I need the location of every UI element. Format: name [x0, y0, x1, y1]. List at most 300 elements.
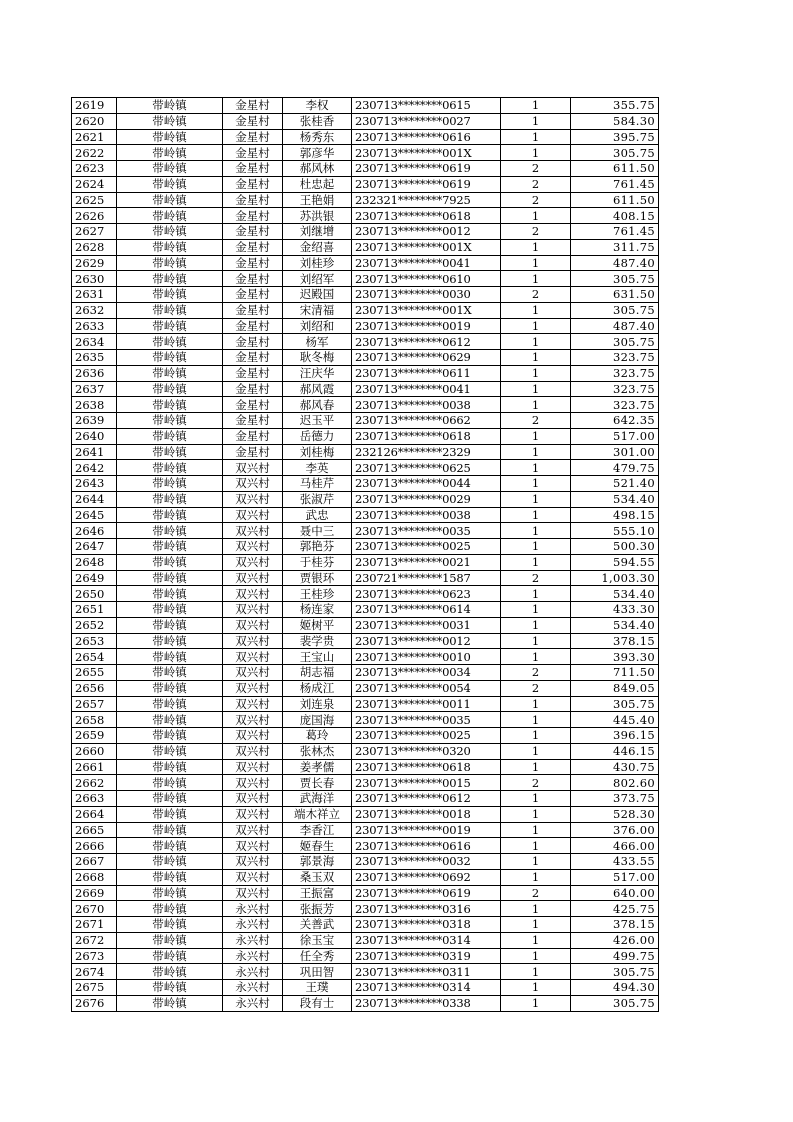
- id-number-cell: 230713********0012: [352, 224, 501, 240]
- row-number-cell: 2668: [72, 869, 117, 885]
- amount-cell: 445.40: [571, 712, 659, 728]
- id-number-cell: 230713********0662: [352, 413, 501, 429]
- village-cell: 双兴村: [223, 665, 283, 681]
- amount-cell: 555.10: [571, 523, 659, 539]
- row-number-cell: 2644: [72, 491, 117, 507]
- row-number-cell: 2659: [72, 728, 117, 744]
- village-cell: 双兴村: [223, 806, 283, 822]
- person-name-cell: 刘绍和: [283, 318, 352, 334]
- row-number-cell: 2655: [72, 665, 117, 681]
- table-row: [72, 712, 659, 728]
- row-number-cell: 2622: [72, 145, 117, 161]
- person-name-cell: 贾银环: [283, 570, 352, 586]
- table-row: [72, 854, 659, 870]
- amount-cell: 373.75: [571, 791, 659, 807]
- amount-cell: 426.00: [571, 932, 659, 948]
- amount-cell: 487.40: [571, 255, 659, 271]
- amount-cell: 305.75: [571, 302, 659, 318]
- person-name-cell: 金绍喜: [283, 239, 352, 255]
- household-count-cell: 1: [501, 113, 571, 129]
- row-number-cell: 2654: [72, 649, 117, 665]
- person-name-cell: 端木祥立: [283, 806, 352, 822]
- table-row: [72, 633, 659, 649]
- table-row: [72, 728, 659, 744]
- person-name-cell: 徐玉宝: [283, 932, 352, 948]
- village-cell: 金星村: [223, 271, 283, 287]
- table-row: [72, 901, 659, 917]
- id-number-cell: 230713********0031: [352, 617, 501, 633]
- person-name-cell: 庞国海: [283, 712, 352, 728]
- row-number-cell: 2625: [72, 192, 117, 208]
- town-cell: 带岭镇: [117, 602, 223, 618]
- household-count-cell: 1: [501, 539, 571, 555]
- row-number-cell: 2666: [72, 838, 117, 854]
- village-cell: 永兴村: [223, 995, 283, 1011]
- amount-cell: 311.75: [571, 239, 659, 255]
- amount-cell: 584.30: [571, 113, 659, 129]
- amount-cell: 376.00: [571, 822, 659, 838]
- person-name-cell: 王桂珍: [283, 586, 352, 602]
- id-number-cell: 230713********0032: [352, 854, 501, 870]
- town-cell: 带岭镇: [117, 460, 223, 476]
- town-cell: 带岭镇: [117, 665, 223, 681]
- id-number-cell: 230713********0011: [352, 696, 501, 712]
- id-number-cell: 230713********001X: [352, 302, 501, 318]
- amount-cell: 761.45: [571, 176, 659, 192]
- table-row: [72, 318, 659, 334]
- village-cell: 双兴村: [223, 759, 283, 775]
- village-cell: 金星村: [223, 255, 283, 271]
- amount-cell: 305.75: [571, 696, 659, 712]
- table-row: [72, 271, 659, 287]
- person-name-cell: 贾长春: [283, 775, 352, 791]
- household-count-cell: 2: [501, 570, 571, 586]
- amount-cell: 498.15: [571, 507, 659, 523]
- row-number-cell: 2636: [72, 365, 117, 381]
- household-count-cell: 1: [501, 932, 571, 948]
- row-number-cell: 2656: [72, 680, 117, 696]
- table-row: [72, 948, 659, 964]
- household-count-cell: 1: [501, 743, 571, 759]
- town-cell: 带岭镇: [117, 775, 223, 791]
- village-cell: 双兴村: [223, 838, 283, 854]
- table-row: [72, 696, 659, 712]
- row-number-cell: 2631: [72, 287, 117, 303]
- village-cell: 金星村: [223, 334, 283, 350]
- household-count-cell: 1: [501, 728, 571, 744]
- id-number-cell: 230713********0619: [352, 176, 501, 192]
- table-row: [72, 476, 659, 492]
- village-cell: 永兴村: [223, 980, 283, 996]
- town-cell: 带岭镇: [117, 633, 223, 649]
- village-cell: 金星村: [223, 381, 283, 397]
- village-cell: 双兴村: [223, 633, 283, 649]
- table-row: [72, 680, 659, 696]
- household-count-cell: 1: [501, 586, 571, 602]
- person-name-cell: 王宝山: [283, 649, 352, 665]
- village-cell: 金星村: [223, 161, 283, 177]
- household-count-cell: 1: [501, 995, 571, 1011]
- id-number-cell: 230713********0619: [352, 161, 501, 177]
- amount-cell: 499.75: [571, 948, 659, 964]
- household-count-cell: 2: [501, 161, 571, 177]
- person-name-cell: 郝风春: [283, 397, 352, 413]
- household-count-cell: 1: [501, 365, 571, 381]
- town-cell: 带岭镇: [117, 318, 223, 334]
- amount-cell: 1,003.30: [571, 570, 659, 586]
- amount-cell: 396.15: [571, 728, 659, 744]
- household-count-cell: 1: [501, 917, 571, 933]
- person-name-cell: 武忠: [283, 507, 352, 523]
- village-cell: 双兴村: [223, 680, 283, 696]
- row-number-cell: 2650: [72, 586, 117, 602]
- table-row: [72, 885, 659, 901]
- row-number-cell: 2621: [72, 129, 117, 145]
- village-cell: 双兴村: [223, 586, 283, 602]
- amount-cell: 521.40: [571, 476, 659, 492]
- amount-cell: 430.75: [571, 759, 659, 775]
- table-row: [72, 539, 659, 555]
- table-row: [72, 932, 659, 948]
- town-cell: 带岭镇: [117, 649, 223, 665]
- row-number-cell: 2672: [72, 932, 117, 948]
- amount-cell: 466.00: [571, 838, 659, 854]
- village-cell: 永兴村: [223, 964, 283, 980]
- table-row: [72, 444, 659, 460]
- row-number-cell: 2647: [72, 539, 117, 555]
- id-number-cell: 230713********0027: [352, 113, 501, 129]
- village-cell: 双兴村: [223, 791, 283, 807]
- household-count-cell: 1: [501, 869, 571, 885]
- household-count-cell: 1: [501, 602, 571, 618]
- amount-cell: 534.40: [571, 586, 659, 602]
- village-cell: 金星村: [223, 224, 283, 240]
- roster-table: [71, 97, 659, 1012]
- person-name-cell: 杨军: [283, 334, 352, 350]
- table-row: [72, 743, 659, 759]
- village-cell: 双兴村: [223, 617, 283, 633]
- person-name-cell: 刘绍军: [283, 271, 352, 287]
- household-count-cell: 1: [501, 507, 571, 523]
- village-cell: 双兴村: [223, 743, 283, 759]
- amount-cell: 305.75: [571, 334, 659, 350]
- table-row: [72, 334, 659, 350]
- row-number-cell: 2642: [72, 460, 117, 476]
- village-cell: 双兴村: [223, 649, 283, 665]
- amount-cell: 323.75: [571, 397, 659, 413]
- table-row: [72, 775, 659, 791]
- table-row: [72, 129, 659, 145]
- amount-cell: 393.30: [571, 649, 659, 665]
- amount-cell: 761.45: [571, 224, 659, 240]
- table-row: [72, 224, 659, 240]
- village-cell: 金星村: [223, 145, 283, 161]
- village-cell: 双兴村: [223, 885, 283, 901]
- id-number-cell: 230713********001X: [352, 239, 501, 255]
- row-number-cell: 2652: [72, 617, 117, 633]
- person-name-cell: 刘桂珍: [283, 255, 352, 271]
- table-row: [72, 460, 659, 476]
- household-count-cell: 2: [501, 680, 571, 696]
- row-number-cell: 2643: [72, 476, 117, 492]
- table-row: [72, 507, 659, 523]
- table-row: [72, 617, 659, 633]
- table-row: [72, 397, 659, 413]
- village-cell: 金星村: [223, 302, 283, 318]
- village-cell: 金星村: [223, 208, 283, 224]
- village-cell: 双兴村: [223, 491, 283, 507]
- id-number-cell: 230713********0618: [352, 428, 501, 444]
- village-cell: 金星村: [223, 365, 283, 381]
- amount-cell: 305.75: [571, 145, 659, 161]
- amount-cell: 611.50: [571, 192, 659, 208]
- amount-cell: 355.75: [571, 98, 659, 114]
- town-cell: 带岭镇: [117, 728, 223, 744]
- household-count-cell: 1: [501, 901, 571, 917]
- id-number-cell: 230713********0316: [352, 901, 501, 917]
- person-name-cell: 迟殿国: [283, 287, 352, 303]
- id-number-cell: 230713********0021: [352, 554, 501, 570]
- town-cell: 带岭镇: [117, 444, 223, 460]
- town-cell: 带岭镇: [117, 208, 223, 224]
- person-name-cell: 刘桂梅: [283, 444, 352, 460]
- table-row: [72, 381, 659, 397]
- row-number-cell: 2645: [72, 507, 117, 523]
- person-name-cell: 张桂香: [283, 113, 352, 129]
- town-cell: 带岭镇: [117, 334, 223, 350]
- town-cell: 带岭镇: [117, 539, 223, 555]
- amount-cell: 446.15: [571, 743, 659, 759]
- id-number-cell: 230713********0692: [352, 869, 501, 885]
- village-cell: 双兴村: [223, 570, 283, 586]
- town-cell: 带岭镇: [117, 680, 223, 696]
- household-count-cell: 1: [501, 255, 571, 271]
- row-number-cell: 2658: [72, 712, 117, 728]
- household-count-cell: 1: [501, 129, 571, 145]
- id-number-cell: 230713********0614: [352, 602, 501, 618]
- village-cell: 双兴村: [223, 869, 283, 885]
- row-number-cell: 2629: [72, 255, 117, 271]
- village-cell: 金星村: [223, 444, 283, 460]
- table-row: [72, 806, 659, 822]
- village-cell: 金星村: [223, 113, 283, 129]
- household-count-cell: 1: [501, 854, 571, 870]
- person-name-cell: 张振芳: [283, 901, 352, 917]
- row-number-cell: 2628: [72, 239, 117, 255]
- household-count-cell: 1: [501, 334, 571, 350]
- person-name-cell: 宋清福: [283, 302, 352, 318]
- table-row: [72, 161, 659, 177]
- village-cell: 永兴村: [223, 917, 283, 933]
- town-cell: 带岭镇: [117, 917, 223, 933]
- town-cell: 带岭镇: [117, 822, 223, 838]
- village-cell: 双兴村: [223, 696, 283, 712]
- household-count-cell: 2: [501, 176, 571, 192]
- table-row: [72, 917, 659, 933]
- row-number-cell: 2619: [72, 98, 117, 114]
- village-cell: 金星村: [223, 413, 283, 429]
- id-number-cell: 230713********0035: [352, 523, 501, 539]
- town-cell: 带岭镇: [117, 869, 223, 885]
- village-cell: 双兴村: [223, 775, 283, 791]
- amount-cell: 528.30: [571, 806, 659, 822]
- id-number-cell: 230713********0025: [352, 728, 501, 744]
- village-cell: 永兴村: [223, 932, 283, 948]
- table-row: [72, 428, 659, 444]
- household-count-cell: 1: [501, 554, 571, 570]
- person-name-cell: 郝风林: [283, 161, 352, 177]
- amount-cell: 534.40: [571, 617, 659, 633]
- table-row: [72, 287, 659, 303]
- person-name-cell: 李香江: [283, 822, 352, 838]
- town-cell: 带岭镇: [117, 145, 223, 161]
- household-count-cell: 1: [501, 302, 571, 318]
- amount-cell: 494.30: [571, 980, 659, 996]
- town-cell: 带岭镇: [117, 129, 223, 145]
- town-cell: 带岭镇: [117, 239, 223, 255]
- household-count-cell: 1: [501, 350, 571, 366]
- town-cell: 带岭镇: [117, 806, 223, 822]
- amount-cell: 378.15: [571, 917, 659, 933]
- town-cell: 带岭镇: [117, 617, 223, 633]
- household-count-cell: 1: [501, 98, 571, 114]
- id-number-cell: 230713********0038: [352, 397, 501, 413]
- person-name-cell: 迟玉平: [283, 413, 352, 429]
- town-cell: 带岭镇: [117, 192, 223, 208]
- household-count-cell: 1: [501, 208, 571, 224]
- town-cell: 带岭镇: [117, 743, 223, 759]
- household-count-cell: 1: [501, 633, 571, 649]
- id-number-cell: 230713********0320: [352, 743, 501, 759]
- person-name-cell: 姜孝儒: [283, 759, 352, 775]
- town-cell: 带岭镇: [117, 113, 223, 129]
- household-count-cell: 1: [501, 696, 571, 712]
- row-number-cell: 2665: [72, 822, 117, 838]
- id-number-cell: 230713********001X: [352, 145, 501, 161]
- amount-cell: 631.50: [571, 287, 659, 303]
- household-count-cell: 2: [501, 885, 571, 901]
- amount-cell: 594.55: [571, 554, 659, 570]
- household-count-cell: 1: [501, 491, 571, 507]
- row-number-cell: 2664: [72, 806, 117, 822]
- row-number-cell: 2660: [72, 743, 117, 759]
- row-number-cell: 2640: [72, 428, 117, 444]
- table-row: [72, 649, 659, 665]
- village-cell: 双兴村: [223, 539, 283, 555]
- amount-cell: 433.30: [571, 602, 659, 618]
- village-cell: 金星村: [223, 192, 283, 208]
- id-number-cell: 230713********0625: [352, 460, 501, 476]
- id-number-cell: 230713********0034: [352, 665, 501, 681]
- town-cell: 带岭镇: [117, 838, 223, 854]
- id-number-cell: 230713********0029: [352, 491, 501, 507]
- person-name-cell: 葛玲: [283, 728, 352, 744]
- id-number-cell: 230713********0319: [352, 948, 501, 964]
- id-number-cell: 230713********0314: [352, 980, 501, 996]
- household-count-cell: 1: [501, 806, 571, 822]
- person-name-cell: 巩田智: [283, 964, 352, 980]
- household-count-cell: 1: [501, 980, 571, 996]
- town-cell: 带岭镇: [117, 995, 223, 1011]
- village-cell: 双兴村: [223, 602, 283, 618]
- id-number-cell: 230713********0035: [352, 712, 501, 728]
- table-row: [72, 822, 659, 838]
- table-row: [72, 255, 659, 271]
- person-name-cell: 郝风霞: [283, 381, 352, 397]
- village-cell: 金星村: [223, 318, 283, 334]
- household-count-cell: 1: [501, 948, 571, 964]
- household-count-cell: 2: [501, 192, 571, 208]
- table-row: [72, 208, 659, 224]
- table-row: [72, 192, 659, 208]
- household-count-cell: 2: [501, 665, 571, 681]
- id-number-cell: 230713********0629: [352, 350, 501, 366]
- table-row: [72, 869, 659, 885]
- table-row: [72, 554, 659, 570]
- amount-cell: 305.75: [571, 964, 659, 980]
- id-number-cell: 230713********0041: [352, 381, 501, 397]
- town-cell: 带岭镇: [117, 791, 223, 807]
- row-number-cell: 2632: [72, 302, 117, 318]
- id-number-cell: 230713********0338: [352, 995, 501, 1011]
- town-cell: 带岭镇: [117, 413, 223, 429]
- person-name-cell: 刘连泉: [283, 696, 352, 712]
- person-name-cell: 姬树平: [283, 617, 352, 633]
- id-number-cell: 230713********0030: [352, 287, 501, 303]
- id-number-cell: 230713********0012: [352, 633, 501, 649]
- town-cell: 带岭镇: [117, 901, 223, 917]
- row-number-cell: 2639: [72, 413, 117, 429]
- household-count-cell: 1: [501, 318, 571, 334]
- person-name-cell: 郭景海: [283, 854, 352, 870]
- person-name-cell: 杨成江: [283, 680, 352, 696]
- person-name-cell: 王艳娟: [283, 192, 352, 208]
- amount-cell: 408.15: [571, 208, 659, 224]
- id-number-cell: 230713********0616: [352, 838, 501, 854]
- id-number-cell: 230721********1587: [352, 570, 501, 586]
- roster-sheet: [71, 97, 659, 1012]
- town-cell: 带岭镇: [117, 255, 223, 271]
- row-number-cell: 2626: [72, 208, 117, 224]
- row-number-cell: 2630: [72, 271, 117, 287]
- amount-cell: 711.50: [571, 665, 659, 681]
- row-number-cell: 2624: [72, 176, 117, 192]
- town-cell: 带岭镇: [117, 428, 223, 444]
- village-cell: 金星村: [223, 350, 283, 366]
- id-number-cell: 230713********0010: [352, 649, 501, 665]
- person-name-cell: 聂中三: [283, 523, 352, 539]
- village-cell: 金星村: [223, 287, 283, 303]
- town-cell: 带岭镇: [117, 271, 223, 287]
- village-cell: 金星村: [223, 176, 283, 192]
- amount-cell: 642.35: [571, 413, 659, 429]
- row-number-cell: 2661: [72, 759, 117, 775]
- town-cell: 带岭镇: [117, 854, 223, 870]
- household-count-cell: 1: [501, 838, 571, 854]
- table-row: [72, 350, 659, 366]
- id-number-cell: 230713********0615: [352, 98, 501, 114]
- person-name-cell: 杜忠起: [283, 176, 352, 192]
- id-number-cell: 230713********0314: [352, 932, 501, 948]
- row-number-cell: 2649: [72, 570, 117, 586]
- table-row: [72, 491, 659, 507]
- household-count-cell: 2: [501, 413, 571, 429]
- person-name-cell: 苏洪银: [283, 208, 352, 224]
- village-cell: 双兴村: [223, 476, 283, 492]
- table-row: [72, 759, 659, 775]
- id-number-cell: 230713********0616: [352, 129, 501, 145]
- row-number-cell: 2675: [72, 980, 117, 996]
